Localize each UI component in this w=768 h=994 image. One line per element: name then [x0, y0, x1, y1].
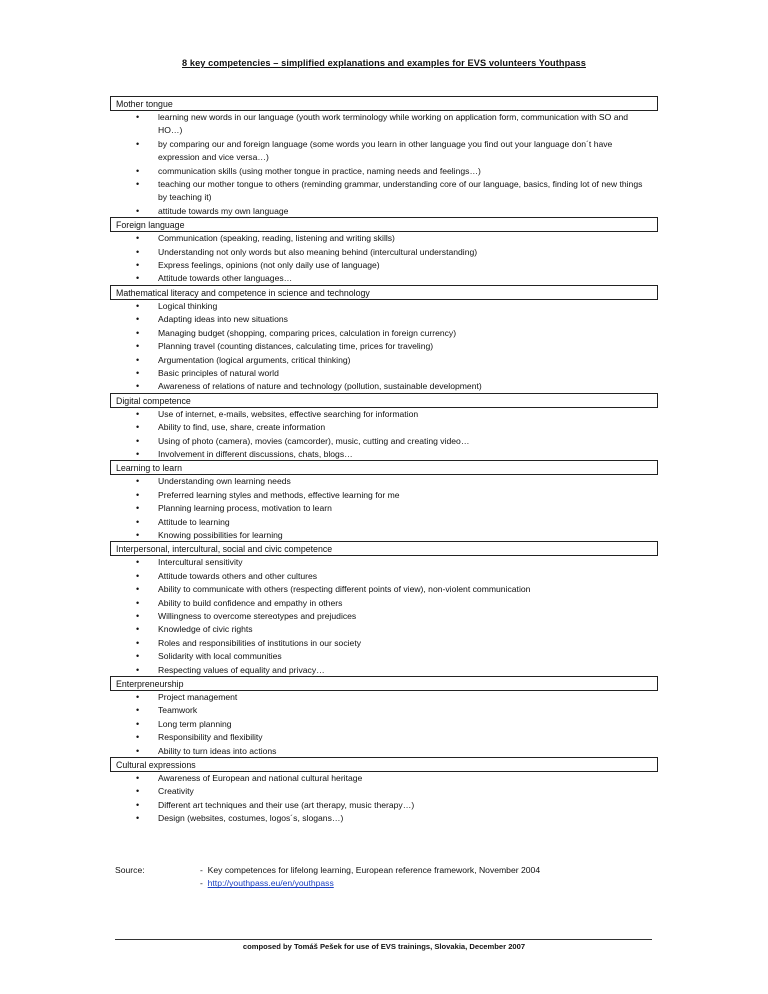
- list-item: [110, 529, 658, 542]
- section-header-foreign-language: Foreign language: [110, 217, 658, 232]
- bullet-icon: •: [136, 205, 140, 216]
- bullet-icon: •: [136, 584, 140, 595]
- section-list-mathematical-literacy: [110, 300, 658, 394]
- section-header-interpersonal: Interpersonal, intercultural, social and civic competence: [110, 541, 658, 556]
- list-item: [110, 272, 658, 285]
- list-item-text: Roles and responsibilities of institutions in our society: [158, 637, 362, 648]
- list-item: [110, 408, 658, 421]
- bullet-icon: •: [136, 786, 140, 797]
- list-item: [110, 300, 658, 313]
- bullet-icon: •: [136, 705, 140, 716]
- list-item: [110, 650, 658, 663]
- list-item: [110, 772, 658, 785]
- list-item: [110, 691, 658, 704]
- list-item-text: Using of photo (camera), movies (camcorder), music, cutting and creating video…: [158, 435, 470, 446]
- list-item: [110, 785, 658, 798]
- youthpass-link[interactable]: http://youthpass.eu/en/youthpass: [207, 878, 334, 889]
- bullet-icon: •: [136, 367, 140, 378]
- bullet-icon: •: [136, 138, 140, 149]
- list-item-text: communication skills (using mother tongue in practice, naming needs and feelings…): [158, 165, 481, 176]
- list-item-text: Awareness of relations of nature and technology (pollution, sustainable development): [158, 381, 482, 392]
- bullet-icon: •: [136, 557, 140, 568]
- competencies-list: [110, 97, 658, 826]
- list-item-text: Intercultural sensitivity: [158, 557, 243, 568]
- source-item-reference: [200, 864, 670, 877]
- list-item: [110, 704, 658, 717]
- bullet-icon: •: [136, 529, 140, 540]
- list-item-text: Responsibility and flexibility: [158, 732, 263, 743]
- footer-credit: composed by Tomáš Pešek for use of EVS trainings, Slovakia, December 2007: [242, 942, 526, 951]
- section-list-learning-to-learn: [110, 475, 658, 542]
- list-item-text: Basic principles of natural world: [158, 367, 279, 378]
- bullet-icon: •: [136, 381, 140, 392]
- list-item: [110, 516, 658, 529]
- section-list-mother-tongue: [110, 111, 658, 218]
- bullet-icon: •: [136, 408, 140, 419]
- list-item-text: Knowledge of civic rights: [158, 624, 253, 635]
- list-item-text: Involvement in different discussions, chats, blogs…: [158, 448, 353, 459]
- bullet-icon: •: [136, 611, 140, 621]
- source-item-link: [200, 877, 670, 890]
- bullet-icon: •: [136, 448, 140, 459]
- list-item-text: Ability to turn ideas into actions: [158, 745, 277, 756]
- list-item: [110, 205, 658, 218]
- list-item: [110, 623, 658, 636]
- list-item-text: Understanding not only words but also meaning behind (intercultural understanding): [158, 246, 478, 257]
- bullet-icon: •: [136, 476, 140, 487]
- list-item-text: Use of internet, e-mails, websites, effective searching for information: [158, 408, 419, 419]
- bullet-icon: •: [136, 732, 140, 743]
- list-item: [110, 313, 658, 326]
- bullet-icon: •: [136, 354, 140, 365]
- list-item-text: Attitude towards others and other cultures: [158, 570, 318, 581]
- list-item-text: Managing budget (shopping, comparing prices, calculation in foreign currency): [158, 327, 457, 338]
- list-item-text: Ability to build confidence and empathy in others: [158, 597, 343, 608]
- section-list-cultural-expressions: [110, 772, 658, 826]
- section-list-digital-competence: [110, 408, 658, 462]
- list-item: [110, 435, 658, 448]
- bullet-icon: •: [136, 273, 140, 284]
- list-item-text: Express feelings, opinions (not only daily use of language): [158, 260, 380, 271]
- bullet-icon: •: [136, 314, 140, 325]
- section-list-foreign-language: [110, 232, 658, 286]
- bullet-icon: •: [136, 651, 140, 662]
- bullet-icon: •: [136, 341, 140, 352]
- list-item: [110, 664, 658, 677]
- list-item: [110, 259, 658, 272]
- bullet-icon: •: [136, 327, 140, 338]
- list-item-text: Long term planning: [158, 718, 232, 729]
- section-header-mother-tongue: Mother tongue: [110, 96, 658, 111]
- list-item: [110, 178, 658, 205]
- bullet-icon: •: [136, 570, 140, 581]
- list-item-text: Willingness to overcome stereotypes and prejudices: [158, 611, 357, 621]
- list-item-text: attitude towards my own language: [158, 205, 289, 216]
- list-item-text: Different art techniques and their use (art therapy, music therapy…): [158, 799, 415, 810]
- list-item: [110, 111, 658, 138]
- list-item: [110, 475, 658, 488]
- list-item-text: Knowing possibilities for learning: [158, 529, 283, 540]
- list-item-text: Ability to find, use, share, create information: [158, 422, 326, 433]
- bullet-icon: •: [136, 489, 140, 500]
- section-header-entrepreneurship: Enterpreneurship: [110, 676, 658, 691]
- list-item: [110, 354, 658, 367]
- list-item: [110, 246, 658, 259]
- list-item: [110, 165, 658, 178]
- list-item: [110, 502, 658, 515]
- list-item-text: Attitude towards other languages…: [158, 273, 293, 284]
- source-label: Source:: [115, 865, 145, 875]
- list-item-text: Project management: [158, 692, 238, 703]
- bullet-icon: •: [136, 435, 140, 446]
- list-item-text: learning new words in our language (youth work terminology while working on application form, communication with SO and HO…): [158, 112, 629, 136]
- page-title: 8 key competencies – simplified explanations and examples for EVS volunteers Youthpass: [182, 58, 586, 68]
- list-item: [110, 327, 658, 340]
- list-item-text: Preferred learning styles and methods, effective learning for me: [158, 489, 400, 500]
- list-item: [110, 340, 658, 353]
- section-list-entrepreneurship: [110, 691, 658, 758]
- list-item: [110, 421, 658, 434]
- list-item: [110, 380, 658, 393]
- list-item-text: Respecting values of equality and privacy…: [158, 664, 325, 675]
- list-item-text: teaching our mother tongue to others (reminding grammar, understanding core of our language, basics, finding lot of new things by teaching it): [158, 179, 643, 203]
- list-item-text: Understanding own learning needs: [158, 476, 291, 487]
- list-item-text: Logical thinking: [158, 300, 218, 311]
- bullet-icon: •: [136, 165, 140, 176]
- bullet-icon: •: [136, 813, 140, 824]
- source-list: [200, 864, 670, 891]
- list-item: [110, 597, 658, 610]
- list-item-text: Creativity: [158, 786, 194, 797]
- section-header-learning-to-learn: Learning to learn: [110, 460, 658, 475]
- list-item-text: Attitude to learning: [158, 516, 230, 527]
- bullet-icon: •: [136, 112, 140, 122]
- section-header-mathematical-literacy: Mathematical literacy and competence in science and technology: [110, 285, 658, 300]
- list-item: [110, 745, 658, 758]
- section-header-digital-competence: Digital competence: [110, 393, 658, 408]
- list-item-text: Ability to communicate with others (respecting different points of view), non-violent communication: [158, 584, 531, 595]
- list-item-text: Teamwork: [158, 705, 198, 716]
- bullet-icon: •: [136, 516, 140, 527]
- list-item-text: Awareness of European and national cultural heritage: [158, 773, 363, 784]
- bullet-icon: •: [136, 233, 140, 244]
- list-item-text: Adapting ideas into new situations: [158, 314, 288, 325]
- list-item: [110, 138, 658, 165]
- bullet-icon: •: [136, 624, 140, 635]
- list-item: [110, 489, 658, 502]
- bullet-icon: •: [136, 799, 140, 810]
- list-item-text: Argumentation (logical arguments, critical thinking): [158, 354, 351, 365]
- bullet-icon: •: [136, 773, 140, 784]
- dash-marker: -: [200, 878, 208, 889]
- bullet-icon: •: [136, 664, 140, 675]
- list-item-text: Planning learning process, motivation to learn: [158, 503, 332, 514]
- bullet-icon: •: [136, 745, 140, 756]
- dash-marker: -: [200, 865, 208, 875]
- list-item: [110, 232, 658, 245]
- list-item-text: Solidarity with local communities: [158, 651, 282, 662]
- section-list-interpersonal: [110, 556, 658, 677]
- list-item: [110, 637, 658, 650]
- bullet-icon: •: [136, 300, 140, 311]
- list-item: [110, 367, 658, 380]
- source-reference-text: Key competences for lifelong learning, European reference framework, November 2004: [207, 865, 541, 875]
- list-item: [110, 570, 658, 583]
- list-item: [110, 812, 658, 825]
- list-item-text: Design (websites, costumes, logos´s, slogans…): [158, 813, 344, 824]
- list-item: [110, 556, 658, 569]
- list-item: [110, 610, 658, 623]
- bullet-icon: •: [136, 637, 140, 648]
- list-item: [110, 583, 658, 596]
- list-item: [110, 731, 658, 744]
- list-item-text: Communication (speaking, reading, listening and writing skills): [158, 233, 395, 244]
- bullet-icon: •: [136, 179, 140, 190]
- footer-divider: [115, 939, 652, 940]
- bullet-icon: •: [136, 260, 140, 271]
- list-item-text: Planning travel (counting distances, calculating time, prices for traveling): [158, 341, 434, 352]
- bullet-icon: •: [136, 718, 140, 729]
- section-header-cultural-expressions: Cultural expressions: [110, 757, 658, 772]
- list-item: [110, 718, 658, 731]
- bullet-icon: •: [136, 246, 140, 257]
- list-item: [110, 448, 658, 461]
- list-item-text: by comparing our and foreign language (some words you learn in other language you find out your language don´t have expression and vice versa…): [158, 138, 613, 163]
- bullet-icon: •: [136, 422, 140, 433]
- bullet-icon: •: [136, 692, 140, 703]
- bullet-icon: •: [136, 503, 140, 514]
- bullet-icon: •: [136, 597, 140, 608]
- list-item: [110, 799, 658, 812]
